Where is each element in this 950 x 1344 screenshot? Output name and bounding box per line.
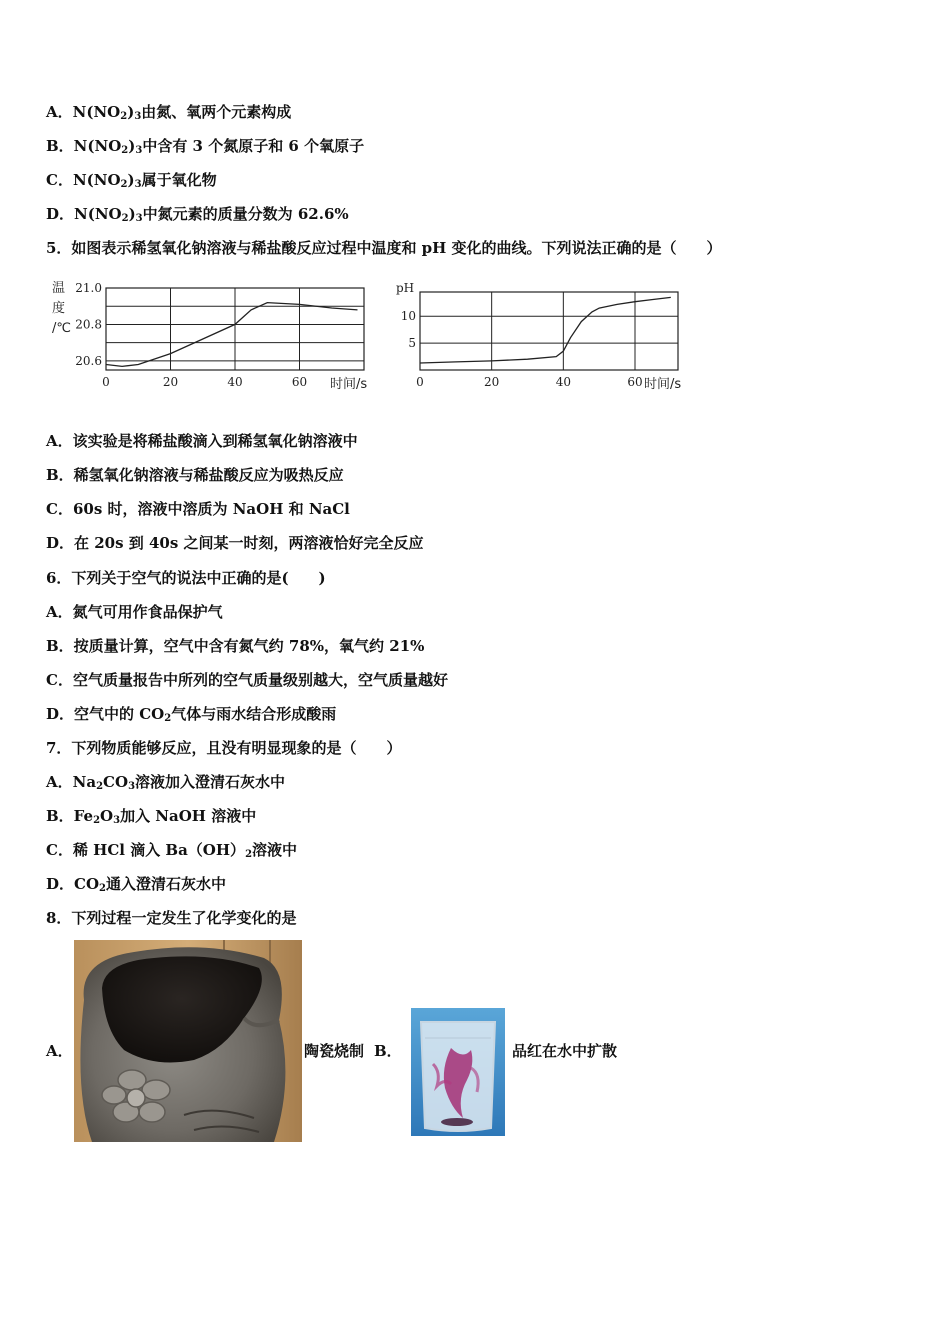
q6-option-d: D．空气中的 $CO_2$气体与雨水结合形成酸雨 (46, 705, 337, 724)
q6-option-a: A．氮气可用作食品保护气 (46, 603, 223, 621)
x-axis-label: 时间/s (330, 377, 368, 392)
q5-option-a: A．该实验是将稀盐酸滴入到稀氢氧化钠溶液中 (46, 432, 358, 450)
q4-option-b: B．$N(NO_2)_3$中含有 3 个氮原子和 6 个氧原子 (46, 137, 365, 156)
ph-chart-svg (392, 276, 712, 398)
q7-stem: 7．下列物质能够反应，且没有明显现象的是（ ） (46, 739, 402, 757)
q6-option-c: C．空气质量报告中所列的空气质量级别越大，空气质量越好 (46, 671, 448, 689)
x-tick-label: 40 (555, 375, 571, 389)
y-tick-label: 5 (408, 336, 416, 351)
ph-chart (392, 276, 712, 398)
q4-option-a: A．$N(NO_2)_3$由氮、氧两个元素构成 (46, 103, 292, 122)
q6-stem: 6．下列关于空气的说法中正确的是( ) (46, 569, 326, 587)
pottery-photo (74, 940, 302, 1142)
x-tick-label: 20 (162, 375, 179, 389)
q4-option-d: D．$N(NO_2)_3$中氮元素的质量分数为 62.6% (46, 205, 349, 224)
x-tick-label: 60 (291, 375, 308, 389)
y-axis-label: 温 (52, 281, 66, 296)
x-tick-label: 0 (416, 375, 424, 389)
q8-option-b-letter: B． (374, 1042, 402, 1060)
q6-option-b: B．按质量计算，空气中含有氮气约 78%，氧气约 21% (46, 637, 425, 655)
q8-option-a-text: 陶瓷烧制 (304, 1042, 365, 1060)
data-line (106, 303, 358, 367)
x-tick-label: 40 (227, 375, 243, 389)
temperature-chart-svg (46, 276, 376, 398)
q8-option-b-text: 品红在水中扩散 (512, 1042, 618, 1060)
y-tick-label: 20.6 (75, 353, 102, 368)
plot-frame (420, 292, 678, 370)
q5-option-c: C．60s 时，溶液中溶质为 NaOH 和 NaCl (46, 500, 350, 518)
data-line (420, 297, 671, 363)
y-axis-label: /℃ (52, 321, 71, 336)
x-tick-label: 0 (102, 375, 110, 389)
y-tick-label: 10 (400, 309, 416, 324)
y-tick-label: 21.0 (75, 281, 102, 295)
q7-option-b: B．$Fe_2O_3$加入 NaOH 溶液中 (46, 807, 257, 826)
y-axis-label: 度 (52, 301, 66, 316)
x-tick-label: 60 (627, 375, 643, 389)
q4-option-c: C．$N(NO_2)_3$属于氧化物 (46, 171, 217, 190)
beaker-photo (411, 1008, 505, 1136)
q5-option-b: B．稀氢氧化钠溶液与稀盐酸反应为吸热反应 (46, 466, 344, 484)
x-axis-label: 时间/s (644, 377, 682, 392)
q7-option-a: A．$Na_2CO_3$溶液加入澄清石灰水中 (46, 773, 286, 792)
q7-option-d: D．$CO_2$通入澄清石灰水中 (46, 875, 226, 894)
q8-option-a-letter: A． (46, 1042, 73, 1060)
y-axis-label: pH (396, 281, 415, 295)
q5-stem: 5．如图表示稀氢氧化钠溶液与稀盐酸反应过程中温度和 pH 变化的曲线。下列说法正确的是（ ） (46, 239, 722, 257)
pottery-image (74, 940, 302, 1142)
x-tick-label: 20 (484, 375, 500, 389)
beaker-image (411, 1008, 505, 1136)
q7-option-c: C．稀 HCl 滴入 $Ba(OH)_2$溶液中 (46, 841, 298, 860)
q5-option-d: D．在 20s 到 40s 之间某一时刻，两溶液恰好完全反应 (46, 534, 424, 552)
q8-stem: 8．下列过程一定发生了化学变化的是 (46, 909, 297, 927)
temperature-chart (46, 276, 376, 398)
y-tick-label: 20.8 (75, 317, 102, 332)
